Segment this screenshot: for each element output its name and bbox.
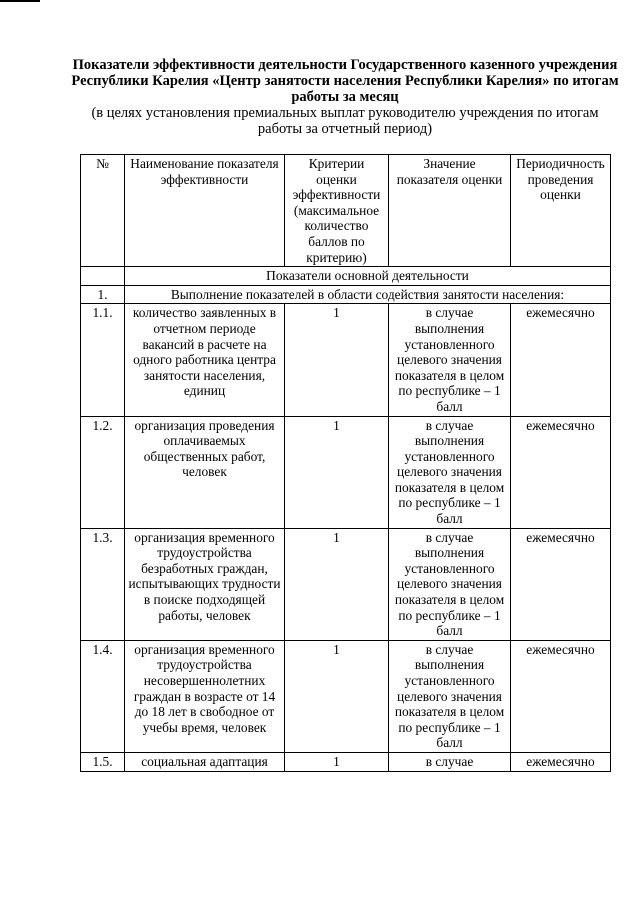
row-period: ежемесячно xyxy=(511,416,611,528)
row-criteria: 1 xyxy=(285,304,389,416)
row-value: в случае выполнения установленного целевого значения показателя в целом по республике – 1 балл xyxy=(389,528,511,640)
header-value: Значение показателя оценки xyxy=(389,155,511,267)
row-name: организация временного трудоустройства несовершеннолетних граждан в возрасте от 14 до 18 лет в свободное от учебы время, человек xyxy=(125,640,285,752)
row-period: ежемесячно xyxy=(511,640,611,752)
table-row xyxy=(81,528,611,640)
header-period: Периодичность проведения оценки xyxy=(511,155,611,267)
document-heading xyxy=(70,57,620,137)
row-name: количество заявленных в отчетном периоде вакансий в расчете на одного работника центра занятости населения, единиц xyxy=(125,304,285,416)
row-value: в случае xyxy=(389,752,511,771)
row-value: в случае выполнения установленного целевого значения показателя в целом по республике – 1 балл xyxy=(389,304,511,416)
section-title: Показатели основной деятельности xyxy=(125,267,611,286)
header-name: Наименование показателя эффективности xyxy=(125,155,285,267)
header-no: № xyxy=(81,155,125,267)
document-title: Показатели эффективности деятельности Государственного казенного учреждения Республики Карелия «Центр занятости населения Республики Карелия» по итогам работы за месяц xyxy=(71,57,619,105)
row-no: 1.5. xyxy=(81,752,125,771)
row-name: организация временного трудоустройства безработных граждан, испытывающих трудности в поиске подходящей работы, человек xyxy=(125,528,285,640)
row-no: 1.3. xyxy=(81,528,125,640)
table-row xyxy=(81,304,611,416)
document-subtitle: (в целях установления премиальных выплат руководителю учреждения по итогам работы за отчетный период) xyxy=(91,105,599,137)
section-empty-cell xyxy=(81,267,125,286)
group-row xyxy=(81,285,611,304)
table-row xyxy=(81,416,611,528)
row-value: в случае выполнения установленного целевого значения показателя в целом по республике – 1 балл xyxy=(389,640,511,752)
row-no: 1.2. xyxy=(81,416,125,528)
row-no: 1.4. xyxy=(81,640,125,752)
table-row xyxy=(81,640,611,752)
row-criteria: 1 xyxy=(285,416,389,528)
header-criteria: Критерии оценки эффективности (максимальное количество баллов по критерию) xyxy=(285,155,389,267)
row-period: ежемесячно xyxy=(511,752,611,771)
row-criteria: 1 xyxy=(285,752,389,771)
group-no: 1. xyxy=(81,285,125,304)
row-name: социальная адаптация xyxy=(125,752,285,771)
row-criteria: 1 xyxy=(285,528,389,640)
row-name: организация проведения оплачиваемых общественных работ, человек xyxy=(125,416,285,528)
section-row xyxy=(81,267,611,286)
table-header-row xyxy=(81,155,611,267)
table-row xyxy=(81,752,611,771)
group-title: Выполнение показателей в области содействия занятости населения: xyxy=(125,285,611,304)
row-value: в случае выполнения установленного целевого значения показателя в целом по республике – 1 балл xyxy=(389,416,511,528)
scan-corner-mark xyxy=(0,0,40,2)
row-no: 1.1. xyxy=(81,304,125,416)
row-period: ежемесячно xyxy=(511,528,611,640)
row-criteria: 1 xyxy=(285,640,389,752)
indicators-table xyxy=(80,154,611,772)
row-period: ежемесячно xyxy=(511,304,611,416)
